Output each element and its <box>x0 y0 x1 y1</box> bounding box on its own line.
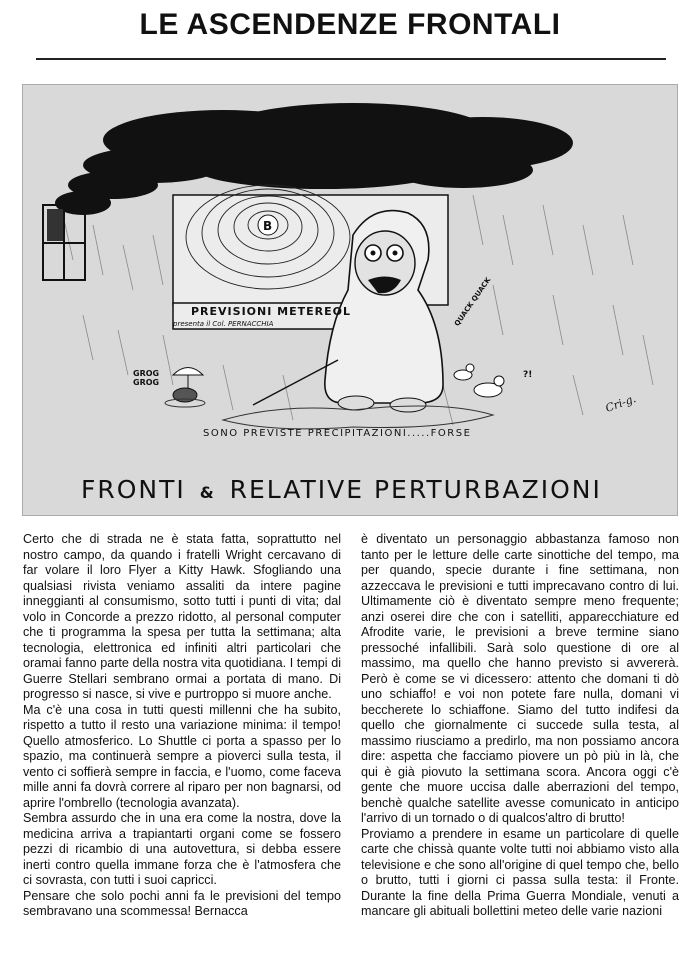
frog-sound-text: GROG GROG <box>133 369 160 387</box>
illustration-caption <box>81 475 678 504</box>
artist-signature: Cri-g. <box>603 392 638 415</box>
svg-text:B: B <box>263 219 273 233</box>
article-column-left <box>23 532 341 968</box>
duck-sound-text: QUACK QUACK <box>453 276 493 328</box>
caption-part-2: RELATIVE PERTURBAZIONI <box>229 475 602 504</box>
caption-part-1: FRONTI <box>81 475 186 504</box>
board-label: PREVISIONI METEREOL <box>191 305 351 318</box>
duck-exclamation: ?! <box>523 370 533 380</box>
paragraph: Ma c'è una cosa in tutti questi millenni che ha subito, rispetto a tutto il resto una variazione minima: il tempo! Quello atmosferico. Lo Shuttle ci porta a spasso per lo spazio, ma continuerà sempre a pioverci sulla testa, il vento ci soffierà sempre in faccia, e l'uomo, come faceva mille anni fa dovrà correre al riparo per non bagnarsi, od aprire l'ombrello (tecnologia avanzata). <box>23 702 341 810</box>
paragraph: Sembra assurdo che in una era come la nostra, dove la medicina arriva a trapiantarti organi come se fossero pezzi di ricambio di una autovettura, si debba essere inerti contro quella immane forza che è l'atmosfera che ci sovrasta, con tutti i suoi capricci. <box>23 811 341 887</box>
window-pane <box>47 209 63 241</box>
page-title: LE ASCENDENZE FRONTALI <box>139 8 561 41</box>
title-divider <box>36 58 666 60</box>
paragraph: è diventato un personaggio abbastanza famoso non tanto per le letture delle carte sinottiche del tempo, ma per quando, specie durante i fine settimana, non azzeccava le previsioni e tutti imprecavano contro di lui. Ultimamente ciò è diventato sempre meno frequente; anzi oserei dire che con i satelliti, apparecchiature ed Afrodite varie, le previsioni a breve termine siano pressoché infallibili. Sarà solo questione di ore al massimo, ma quello che hanno previsto si avvererà. Però è come se vi dicessero: attento che domani ti dò uno schiaffo! e voi non potete fare nulla, domani vi beccherete lo schiaffone. Siamo del tutto indifesi da quello che giornalmente ci succede sulla testa, al massimo riusciamo a predirlo, ma non possiamo ancora dire: aspetta che facciamo piovere un pò più in là, che qui è già piovuto la settimana scora. Ancora oggi c'è gente che muore uccisa dalle aberrazioni del tempo, benchè qualche satellite avesse comunicato in anticipo l'arrivo di un tornado o di qualcos'altro di brutto! <box>361 532 679 825</box>
cartoon-illustration <box>22 84 678 516</box>
paragraph: Pensare che solo pochi anni fa le previsioni del tempo sembravano una scommessa! Bernacca <box>23 888 341 918</box>
board-sublabel: presenta il Col. PERNACCHIA <box>173 320 274 328</box>
paragraph: Certo che di strada ne è stata fatta, soprattutto nel nostro campo, da quando i fratelli Wright cercavano di far volare il loro Flyer a Kitty Hawk. Sfogliando una qualsiasi rivista veniamo assaliti da intere pagine inneggianti al consumismo, sotto tutti i punti di vita; dal volo in Concorde a prezzo ridotto, al personal computer che ti programma la spesa per tutta la settimana; alta tecnologia, elettronica ed infiniti altri particolari che oramai fanno parte della nostra vita quotidiana. I tempi di Guerre Stellari sembrano ormai a portata di mano. Di progresso si nasce, si vive e purtroppo si muore anche. <box>23 532 341 701</box>
caption-ampersand: & <box>199 483 216 502</box>
paragraph: Proviamo a prendere in esame un particolare di quelle carte che chissà quante volte tutti noi abbiamo visto alla televisione e che sono all'origine di quel tempo che, bello o brutto, tutti i giorni ci passa sulla testa: il Fronte. Durante la fine della Prima Guerra Mondiale, venuti a mancare gli abituali bollettini meteo delle varie nazioni <box>361 826 679 918</box>
cartoon-drawing <box>23 85 678 516</box>
article-body <box>23 532 679 968</box>
article-column-right <box>361 532 679 968</box>
speech-caption: SONO PREVISTE PRECIPITAZIONI.....FORSE <box>203 428 472 439</box>
ducks <box>454 364 504 397</box>
